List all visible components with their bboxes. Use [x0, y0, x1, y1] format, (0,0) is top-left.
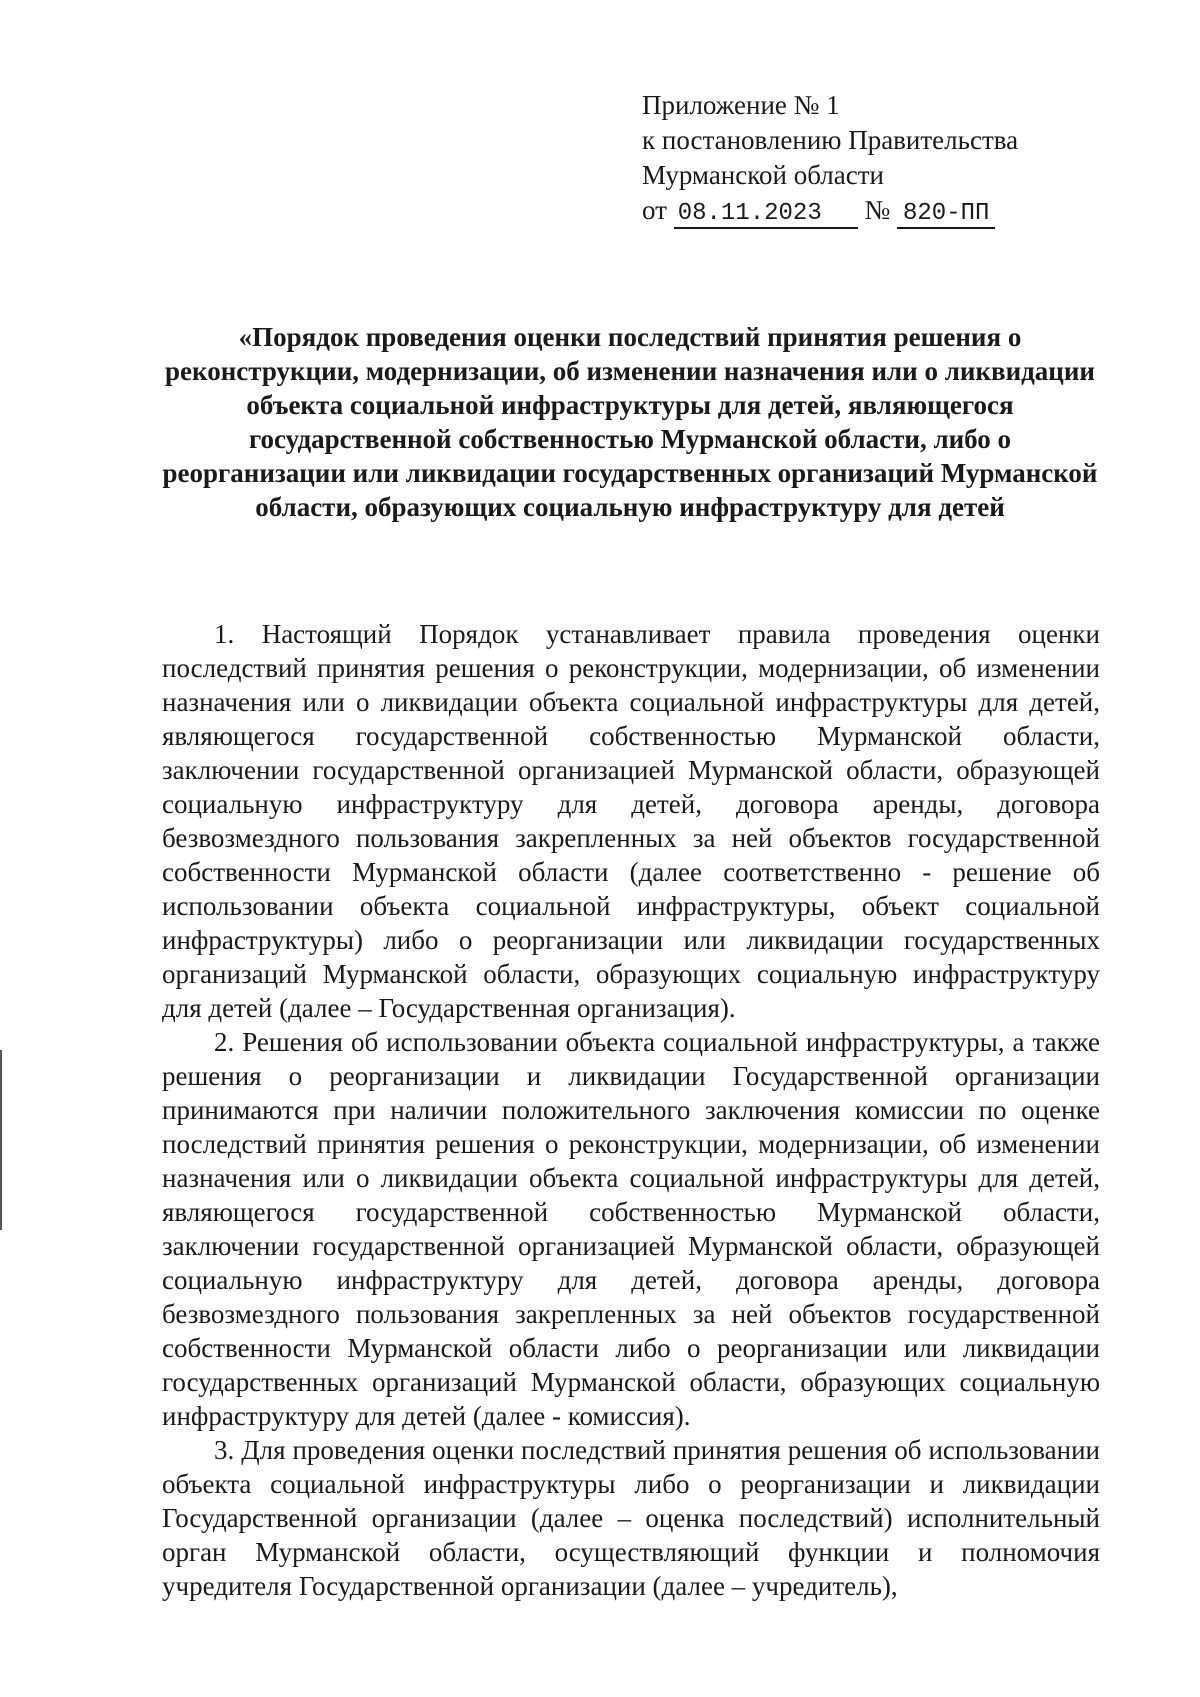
appendix-header [642, 88, 1062, 229]
number-prefix: № [864, 195, 891, 225]
appendix-number: Приложение № 1 [642, 90, 840, 120]
document-body [162, 617, 1100, 1603]
paragraph-3: 3. Для проведения оценки последствий принятия решения об использовании объекта социальной инфраструктуры либо о реорганизации и ликвидации Государственной организации (далее – оценка последствий) исполнительный орган Мурманской области, осуществляющий функции и полномочия учредителя Государственной организации (далее – учредитель), [162, 1435, 1100, 1601]
paragraph-1: 1. Настоящий Порядок устанавливает правила проведения оценки последствий принятия решения о реконструкции, модернизации, об изменении назначения или о ликвидации объекта социальной инфраструктуры для детей, являющегося государственной собственностью Мурманской области, заключении государственной организацией Мурманской области, образующей социальную инфраструктуру для детей, договора аренды, договора безвозмездного пользования закрепленных за ней объектов государственной собственности Мурманской области (далее соответственно - решение об использовании объекта социальной инфраструктуры, объект социальной инфраструктуры) либо о реорганизации или ликвидации государственных организаций Мурманской области, образующих социальную инфраструктуру для детей (далее – Государственная организация). [162, 619, 1100, 1023]
appendix-reference: к постановлению Правительства [642, 125, 1019, 155]
appendix-region: Мурманской области [642, 160, 884, 190]
appendix-date-number-line [642, 193, 1062, 229]
decree-number: 820-ПП [897, 201, 995, 229]
scan-edge-mark [0, 1050, 2, 1230]
document-title: «Порядок проведения оценки последствий принятия решения о реконструкции, модернизации, об изменении назначения или о ликвидации объекта социальной инфраструктуры для детей, являющегося государственной собственностью Мурманской области, либо о реорганизации или ликвидации государственных организаций Мурманской области, образующих социальную инфраструктуру для детей [162, 322, 1098, 522]
date-prefix: от [642, 195, 667, 225]
decree-date: 08.11.2023 [674, 201, 858, 229]
paragraph-2: 2. Решения об использовании объекта социальной инфраструктуры, а также решения о реорганизации и ликвидации Государственной организации принимаются при наличии положительного заключения комиссии по оценке последствий принятия решения о реконструкции, модернизации, об изменении назначения или о ликвидации объекта социальной инфраструктуры для детей, являющегося государственной собственностью Мурманской области, заключении государственной организацией Мурманской области, образующей социальную инфраструктуру для детей, договора аренды, договора безвозмездного пользования закрепленных за ней объектов государственной собственности Мурманской области либо о реорганизации или ликвидации государственных организаций Мурманской области, образующих социальную инфраструктуру для детей (далее - комиссия). [162, 1027, 1100, 1431]
